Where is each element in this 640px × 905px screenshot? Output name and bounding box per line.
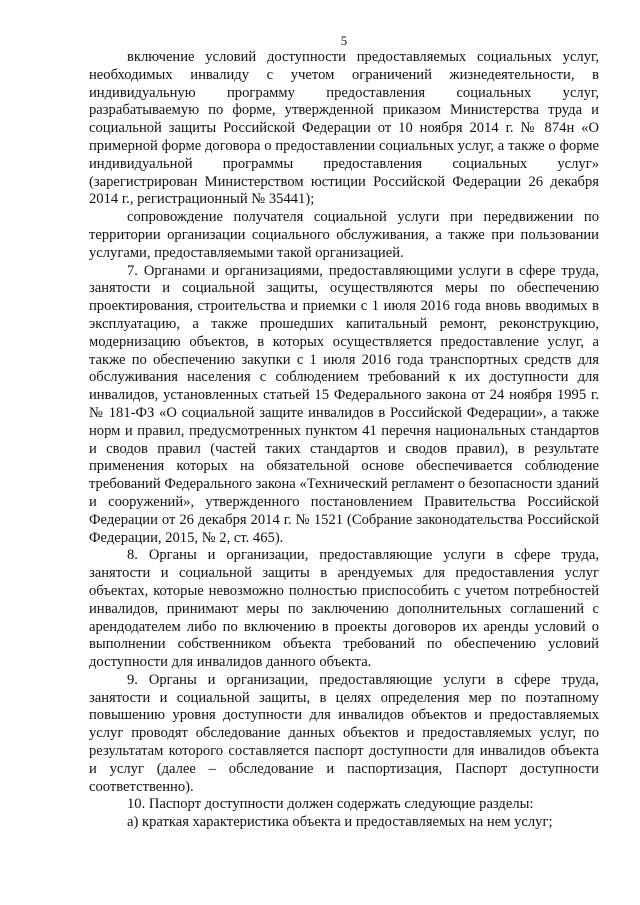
paragraph-individual-program: включение условий доступности предоставляемых социальных услуг, необходимых инвалиду с учетом ограничений жизнедеятельности, в индивидуальную программу предоставления социальных услуг, разрабатываемую по форме, утвержденной приказом Министерства труда и социальной защиты Российской Федерации от 10 ноября 2014 г. № 874н «О примерной форме договора о предоставлении социальных услуг, а также о форме индивидуальной программы предоставления социальных услуг» (зарегистрирован Министерством юстиции Российской Федерации 26 декабря 2014 г., регистрационный № 35441); bbox=[89, 49, 599, 208]
paragraph-item-10: 10. Паспорт доступности должен содержать следующие разделы: bbox=[127, 796, 534, 813]
paragraph-item-8: 8. Органы и организации, предоставляющие услуги в сфере труда, занятости и социальной защиты в арендуемых для предоставления услуг объектах, которые невозможно полностью приспособить с учетом потребностей инвалидов, принимают меры по заключению дополнительных соглашений с арендодателем либо по включению в проекты договоров их аренды условий о выполнении собственником объекта требований по обеспечению условий доступности для инвалидов данного объекта. bbox=[89, 547, 599, 671]
paragraph-item-9: 9. Органы и организации, предоставляющие услуги в сфере труда, занятости и социальной защиты, в целях определения мер по поэтапному повышению уровня доступности для инвалидов объектов и предоставляемых услуг проводят обследование данных объектов и предоставляемых услуг, по результатам которого составляется паспорт доступности для инвалидов объекта и услуг (далее – обследование и паспортизация, Паспорт доступности соответственно). bbox=[89, 671, 599, 795]
paragraph-item-10-a: а) краткая характеристика объекта и предоставляемых на нем услуг; bbox=[127, 814, 553, 831]
paragraph-escort: сопровождение получателя социальной услуги при передвижении по территории организации социального обслуживания, а также при пользовании услугами, предоставляемыми такой организацией. bbox=[89, 209, 599, 261]
page-number: 5 bbox=[340, 33, 348, 48]
paragraph-item-7: 7. Органами и организациями, предоставляющими услуги в сфере труда, занятости и социальной защиты, осуществляются меры по обеспечению проектирования, строительства и приемки с 1 июля 2016 года вновь вводимых в эксплуатацию, а также прошедших капитальный ремонт, реконструкцию, модернизацию объектов, в которых осуществляется предоставление услуг, а также по обеспечению закупки с 1 июля 2016 года транспортных средств для обслуживания населения с соблюдением требований к их доступности для инвалидов, установленных статьей 15 Федерального закона от 24 ноября 1995 г. № 181-ФЗ «О социальной защите инвалидов в Российской Федерации», а также норм и правил, предусмотренных пунктом 41 перечня национальных стандартов и сводов правил (частей таких стандартов и сводов правил), в результате применения которых на обязательной основе обеспечивается соблюдение требований Федерального закона «Технический регламент о безопасности зданий и сооружений», утвержденного постановлением Правительства Российской Федерации от 26 декабря 2014 г. № 1521 (Собрание законодательства Российской Федерации, 2015, № 2, ст. 465). bbox=[89, 262, 599, 546]
